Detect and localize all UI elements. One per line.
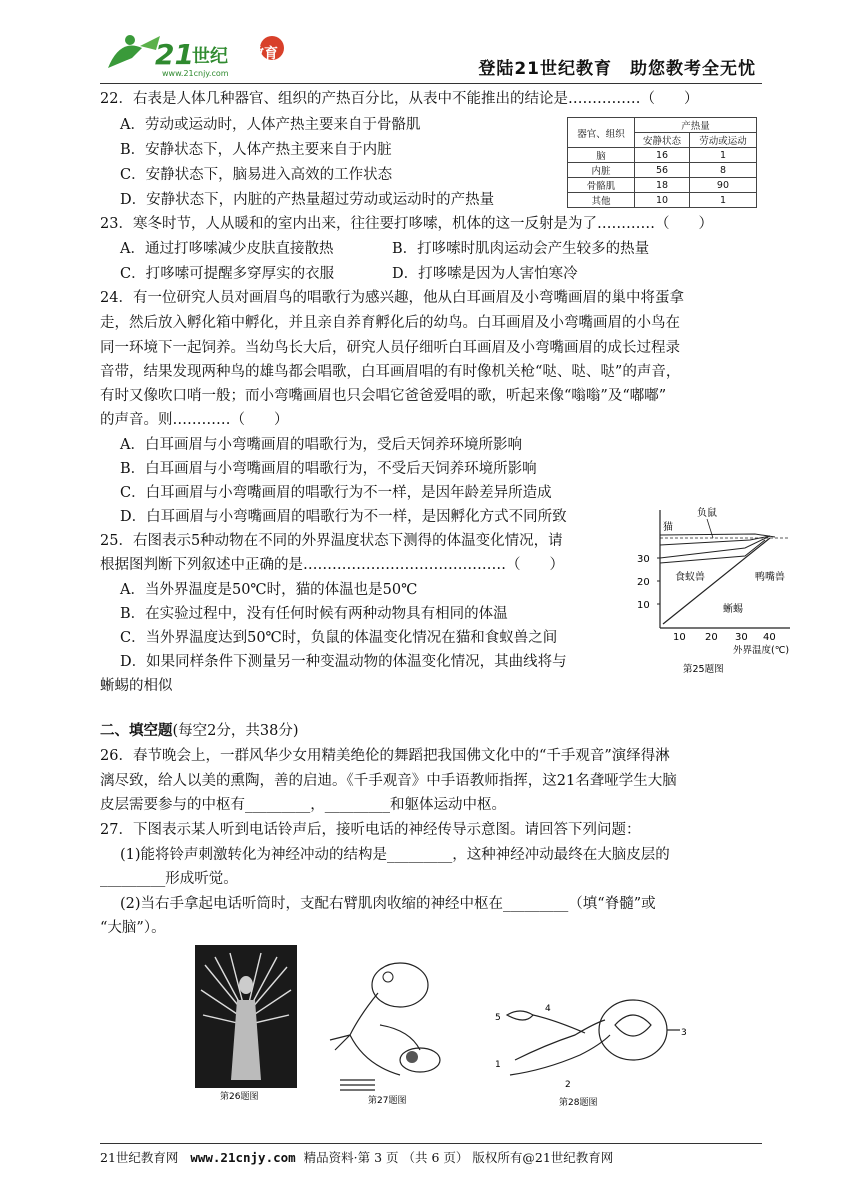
q23-stem: 23．寒冬时节，人从暖和的室内出来，往往要打哆嗦，机体的这一反射是为了…………（ ） [100, 216, 713, 232]
q25-temperature-figure [625, 500, 825, 685]
section-2-heading [100, 721, 299, 741]
footer-info: 精品资料·第 3 页 （共 6 页） 版权所有@21世纪教育网 [303, 1150, 614, 1165]
q26-line-1: 26．春节晚会上，一群风华少女用精美绝伦的舞蹈把我国佛文化中的“千手观音”演绎得淋 [100, 748, 670, 764]
q25-option-b: B．在实验过程中，没有任何时候有两种动物具有相同的体温 [120, 606, 508, 622]
q25-option-d-1: D．如果同样条件下测量另一种变温动物的体温变化情况，其曲线将与 [120, 654, 567, 670]
cell-work: 1 [689, 193, 756, 208]
header-rule [100, 83, 762, 84]
y-tick-20: 20 [637, 577, 650, 588]
page-footer [100, 1148, 613, 1166]
heat-table [567, 117, 757, 208]
footer-site: 21世纪教育网 [100, 1150, 179, 1165]
slogan-help: 助您教考全无忧 [630, 59, 756, 79]
cat-curve [660, 534, 775, 537]
q23-option-d: D．打哆嗦是因为人害怕寒冷 [392, 266, 578, 282]
q22-option-d: D．安静状态下，内脏的产热量超过劳动或运动时的产热量 [120, 192, 495, 208]
fig26-caption: 第26题图 [220, 1092, 259, 1100]
cell-rest: 56 [635, 163, 690, 178]
q24-option-a: A．白耳画眉与小弯嘴画眉的唱歌行为，受后天饲养环境所影响 [120, 437, 522, 453]
fig27-nerve-diagram [320, 955, 465, 1105]
svg-text:www.21cnjy.com: www.21cnjy.com [162, 69, 229, 78]
label-opossum: 负鼠 [697, 508, 717, 519]
cell-work: 90 [689, 178, 756, 193]
fig28-caption: 第28题图 [559, 1098, 598, 1108]
q24-option-b: B．白耳画眉与小弯嘴画眉的唱歌行为，不受后天饲养环境所影响 [120, 461, 537, 477]
x-tick-10: 10 [673, 632, 686, 643]
q23-option-a: A．通过打哆嗦减少皮肤直接散热 [120, 241, 334, 257]
cell-name: 骨骼肌 [568, 178, 635, 193]
footer-rule [100, 1143, 762, 1144]
q27-part2-b: “大脑”）。 [100, 920, 166, 936]
cell-rest: 18 [635, 178, 690, 193]
q24-line-6: 的声音。则…………（ ） [100, 412, 289, 428]
table-row [568, 193, 757, 208]
q27-part1-a: (1)能将铃声刺激转化为神经冲动的结构是_________，这种神经冲动最终在大脑皮层的 [120, 847, 670, 863]
q23-option-b: B．打哆嗦时肌肉运动会产生较多的热量 [392, 241, 650, 257]
q25-option-c: C．当外界温度达到50℃时，负鼠的体温变化情况在猫和食蚁兽之间 [120, 630, 558, 646]
table-row [568, 178, 757, 193]
x-tick-40: 40 [763, 632, 776, 643]
svg-text:世纪: 世纪 [192, 46, 228, 67]
q25-option-a: A．当外界温度是50℃时，猫的体温也是50℃ [120, 582, 418, 598]
cell-work: 8 [689, 163, 756, 178]
x-tick-30: 30 [735, 632, 748, 643]
cell-rest: 10 [635, 193, 690, 208]
q27-line-1: 27．下图表示某人听到电话铃声后，接听电话的神经传导示意图。请回答下列问题： [100, 822, 641, 838]
fig28-reflex-arc-diagram [485, 985, 690, 1110]
q23-option-c: C．打哆嗦可提醒多穿厚实的衣服 [120, 266, 335, 282]
table-row [568, 163, 757, 178]
label-lizard: 蜥蜴 [723, 604, 743, 615]
q27-part1-b: _________形成听觉。 [100, 871, 238, 887]
q27-part2-a: (2)当右手拿起电话听筒时，支配右臂肌肉收缩的神经中枢在_________（填“脊髓”或 [120, 896, 656, 912]
y-tick-30: 30 [637, 554, 650, 565]
q24-option-d: D．白耳画眉与小弯嘴画眉的唱歌行为不一样，是因孵化方式不同所致 [120, 509, 567, 525]
svg-text:教育: 教育 [250, 46, 278, 62]
fig28-label-3: 3 [681, 1028, 687, 1038]
q22-option-a: A．劳动或运动时，人体产热主要来自于骨骼肌 [120, 117, 421, 133]
label-cat: 猫 [663, 522, 673, 533]
q24-line-4: 音带，结果发现两种鸟的雄鸟都会唱歌，白耳画眉唱的有时像机关枪“哒、哒、哒”的声音， [100, 364, 681, 380]
table-row [568, 148, 757, 163]
logo-graphic [100, 28, 300, 80]
q26-line-2: 漓尽致，给人以美的熏陶，善的启迪。《千手观音》中手语教师指挥，这21名聋哑学生大脑 [100, 773, 677, 789]
table-header-rest: 安静状态 [635, 133, 690, 148]
slogan-login: 登陆21世纪教育 [478, 59, 612, 79]
fig28-label-5: 5 [495, 1013, 501, 1023]
table-header-organ: 器官、组织 [568, 118, 635, 148]
x-tick-20: 20 [705, 632, 718, 643]
q25-line-1: 25．右图表示5种动物在不同的外界温度状态下测得的体温变化情况，请 [100, 533, 563, 549]
label-platypus: 鸭嘴兽 [755, 572, 785, 583]
section-2-title: 二、填空题 [100, 722, 173, 739]
header-slogan [460, 54, 756, 79]
q25-option-d-2: 蜥蜴的相似 [100, 678, 173, 694]
section-2-note: (每空2分，共38分) [172, 723, 299, 739]
cell-name: 内脏 [568, 163, 635, 178]
svg-text:21: 21 [155, 38, 194, 71]
q25-line-2: 根据图判断下列叙述中正确的是……………………………………（ ） [100, 557, 564, 573]
y-tick-10: 10 [637, 600, 650, 611]
cell-work: 1 [689, 148, 756, 163]
fig28-label-4: 4 [545, 1004, 551, 1014]
cell-name: 其他 [568, 193, 635, 208]
fig27-caption: 第27题图 [368, 1096, 407, 1105]
cell-rest: 16 [635, 148, 690, 163]
fig26-dancer-image [195, 945, 297, 1100]
q26-line-3: 皮层需要参与的中枢有_________，_________和躯体运动中枢。 [100, 797, 506, 813]
q22-option-b: B．安静状态下，人体产热主要来自于内脏 [120, 142, 392, 158]
site-logo [100, 28, 300, 80]
fig28-label-2: 2 [565, 1080, 571, 1090]
table-header-heat: 产热量 [635, 118, 757, 133]
q22-stem: 22．右表是人体几种器官、组织的产热百分比，从表中不能推出的结论是……………（ ） [100, 91, 699, 107]
label-anteater: 食蚁兽 [675, 572, 705, 583]
x-axis-label: 外界温度(℃) [733, 645, 790, 656]
fig28-label-1: 1 [495, 1060, 501, 1070]
q22-option-c: C．安静状态下，脑易进入高效的工作状态 [120, 167, 393, 183]
page-header [100, 28, 762, 86]
table-header-work: 劳动或运动 [689, 133, 756, 148]
q24-line-5: 有时又像吹口哨一般；而小弯嘴画眉也只会唱它爸爸爱唱的歌，听起来像“嗡嗡”及“嘟嘟” [100, 388, 667, 404]
q24-line-3: 同一环境下一起饲养。当幼鸟长大后，研究人员仔细听白耳画眉及小弯嘴画眉的成长过程录 [100, 340, 680, 356]
q24-line-1: 24．有一位研究人员对画眉鸟的唱歌行为感兴趣，他从白耳画眉及小弯嘴画眉的巢中将蛋拿 [100, 290, 684, 306]
fig25-caption: 第25题图 [683, 664, 724, 675]
cell-name: 脑 [568, 148, 635, 163]
footer-url[interactable]: www.21cnjy.com [190, 1150, 296, 1165]
q24-option-c: C．白耳画眉与小弯嘴画眉的唱歌行为不一样，是因年龄差异所造成 [120, 485, 552, 501]
q24-line-2: 走，然后放入孵化箱中孵化，并且亲自养育孵化后的幼鸟。白耳画眉及小弯嘴画眉的小鸟在 [100, 315, 680, 331]
